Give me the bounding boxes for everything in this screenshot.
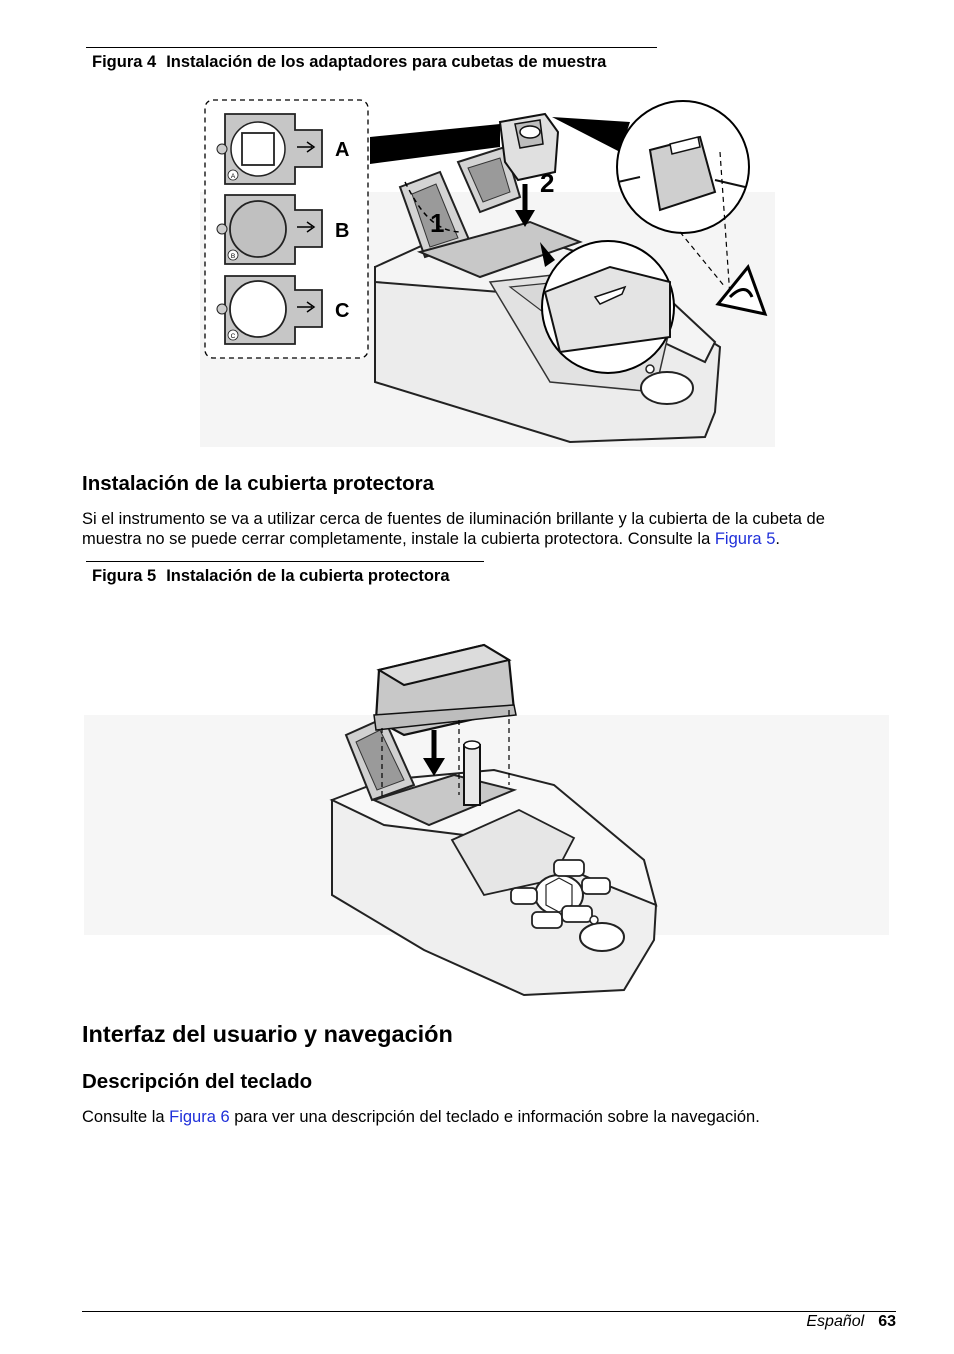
link-figura-6[interactable]: Figura 6: [169, 1108, 230, 1126]
svg-text:2: 2: [540, 168, 555, 198]
figure5-label: Figura 5: [92, 567, 157, 585]
adapter-a-tag: A: [230, 173, 236, 180]
svg-text:1: 1: [430, 208, 445, 238]
adapter-c-letter: C: [335, 300, 350, 322]
page-footer: [806, 1313, 896, 1331]
heading-user-interface: Interfaz del usuario y navegación: [82, 1021, 453, 1047]
link-figura-5[interactable]: Figura 5: [714, 530, 776, 548]
figure5-title: Instalación de la cubierta protectora: [166, 567, 450, 585]
figure4-top-rule: [86, 47, 657, 48]
adapter-b-tag: B: [230, 253, 236, 260]
figure4-illustration: [200, 92, 780, 452]
figure4-caption: [92, 53, 606, 72]
paragraph-protective-cover-end: .: [775, 530, 780, 548]
paragraph-keypad-end: para ver una descripción del teclado e información sobre la navegación.: [229, 1108, 760, 1126]
figure4-title: Instalación de los adaptadores para cubetas de muestra: [166, 53, 607, 71]
heading-keypad-description: Descripción del teclado: [82, 1070, 313, 1093]
figure5-illustration: [84, 610, 890, 1000]
footer-rule: [82, 1311, 896, 1312]
figure5-caption: [92, 567, 450, 586]
adapter-a-letter: A: [335, 139, 350, 161]
paragraph-keypad-text: Consulte la: [82, 1108, 170, 1126]
adapter-b-letter: B: [335, 220, 350, 242]
heading-protective-cover: Instalación de la cubierta protectora: [82, 472, 435, 495]
paragraph-protective-cover: [82, 509, 882, 549]
footer-language: Español: [806, 1313, 865, 1330]
footer-page-number: 63: [878, 1313, 896, 1330]
paragraph-protective-cover-text: Si el instrumento se va a utilizar cerca de fuentes de iluminación brillante y la cubierta de la cubeta de muestra no se puede cerrar completamente, instale la cubierta protectora. Consulte la: [82, 510, 825, 548]
paragraph-keypad: [82, 1107, 902, 1127]
figure5-top-rule: [86, 561, 484, 562]
figure4-label: Figura 4: [92, 53, 157, 71]
adapter-c-tag: C: [230, 333, 236, 340]
